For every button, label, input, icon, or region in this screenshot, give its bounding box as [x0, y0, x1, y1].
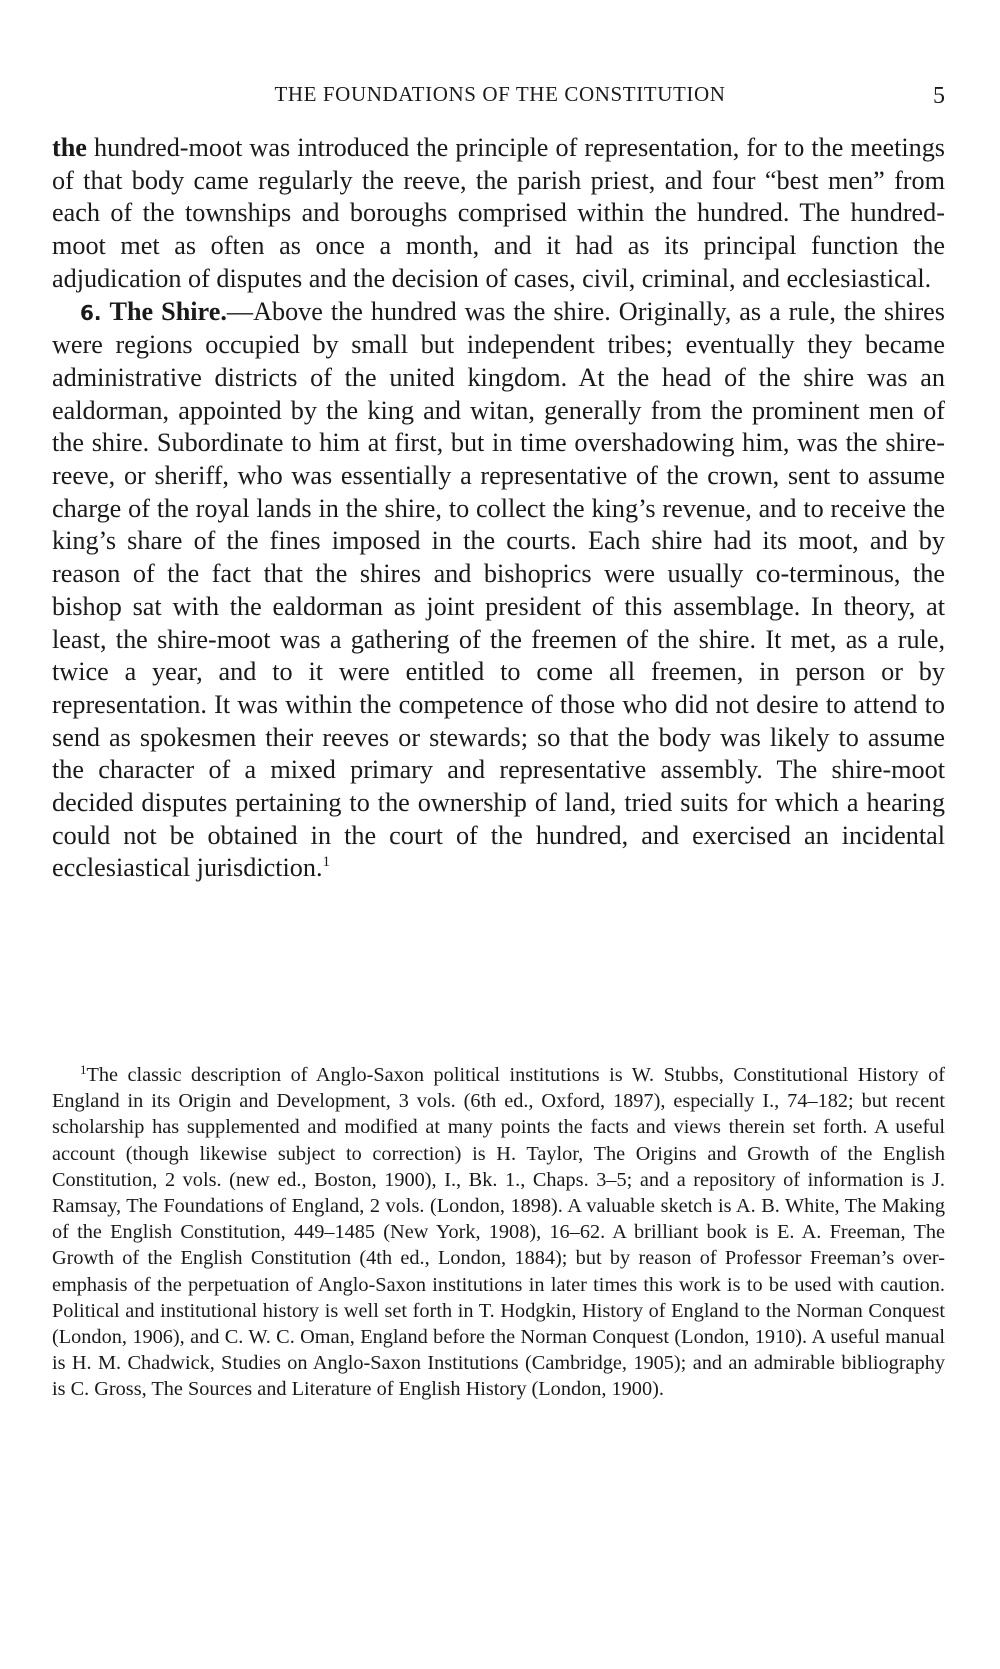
running-head: [55, 78, 945, 110]
paragraph-text: —Above the hundred was the shire. Originally, as a rule, the shires were regions occupied by small but independent tribes; eventually they became administrative districts of the united kingdom. At the head of the shire was an ealdorman, appointed by the king and witan, generally from the prominent men of the shire. Subordinate to him at first, but in time overshadowing him, was the shire-reeve, or sheriff, who was essentially a representative of the crown, sent to assume charge of the royal lands in the shire, to collect the king’s revenue, and to receive the king’s share of the fines imposed in the courts. Each shire had its moot, and by reason of the fact that the shires and bishoprics were usually co-terminous, the bishop sat with the ealdorman as joint president of this assemblage. In theory, at least, the shire-moot was a gathering of the freemen of the shire. It met, as a rule, twice a year, and to it were entitled to come all freemen, in person or by representation. It was within the competence of those who did not desire to attend to send as spokesmen their reeves or stewards; so that the body was likely to assume the character of a mixed primary and representative assembly. The shire-moot decided disputes pertaining to the ownership of land, tried suits for which a hearing could not be obtained in the court of the hundred, and exercised an incidental ecclesiastical jurisdiction.: [52, 296, 945, 883]
footnote-text: The classic description of Anglo-Saxon political institutions is W. Stubbs, Constitutional History of England in its Origin and Development, 3 vols. (6th ed., Oxford, 1897), especially I., 74–182; but recent scholarship has supplemented and modified at many points the facts and views therein set forth. A useful account (though likewise subject to correction) is H. Taylor, The Origins and Growth of the English Constitution, 2 vols. (new ed., Boston, 1900), I., Bk. 1., Chaps. 3–5; and a repository of information is J. Ramsay, The Foundations of England, 2 vols. (London, 1898). A valuable sketch is A. B. White, The Making of the English Constitution, 449–1485 (New York, 1908), 16–62. A brilliant book is E. A. Freeman, The Growth of the English Constitution (4th ed., London, 1884); but by reason of Professor Freeman’s over-emphasis of the perpetuation of Anglo-Saxon institutions in later times this work is to be used with caution. Political and institutional history is well set forth in T. Hodgkin, History of England to the Norman Conquest (London, 1906), and C. W. C. Oman, England before the Norman Conquest (London, 1910). A useful manual is H. M. Chadwick, Studies on Anglo-Saxon Institutions (Cambridge, 1905); and an admirable bibliography is C. Gross, The Sources and Literature of English History (London, 1900).: [52, 1064, 945, 1401]
paragraph-lead-word: the: [52, 133, 87, 162]
paragraph-hundred-moot: [52, 132, 945, 296]
page-number: 5: [933, 83, 945, 109]
footnote: [52, 1062, 945, 1403]
section-title: The Shire.: [109, 296, 227, 326]
footnote-reference: 1: [322, 854, 331, 871]
section-number: 6.: [80, 300, 102, 325]
running-title: THE FOUNDATIONS OF THE CONSTITUTION: [274, 82, 726, 106]
body-text: [52, 132, 945, 885]
footnote-marker: 1: [80, 1062, 87, 1077]
paragraph-shire: [52, 296, 945, 886]
paragraph-text: hundred-moot was introduced the principle of representation, for to the meetings of that body came regularly the reeve, the parish priest, and four “best men” from each of the townships and boroughs comprised within the hundred. The hundred-moot met as often as once a month, and it had as its principal function the adjudication of disputes and the decision of cases, civil, criminal, and ecclesiastical.: [52, 133, 945, 293]
